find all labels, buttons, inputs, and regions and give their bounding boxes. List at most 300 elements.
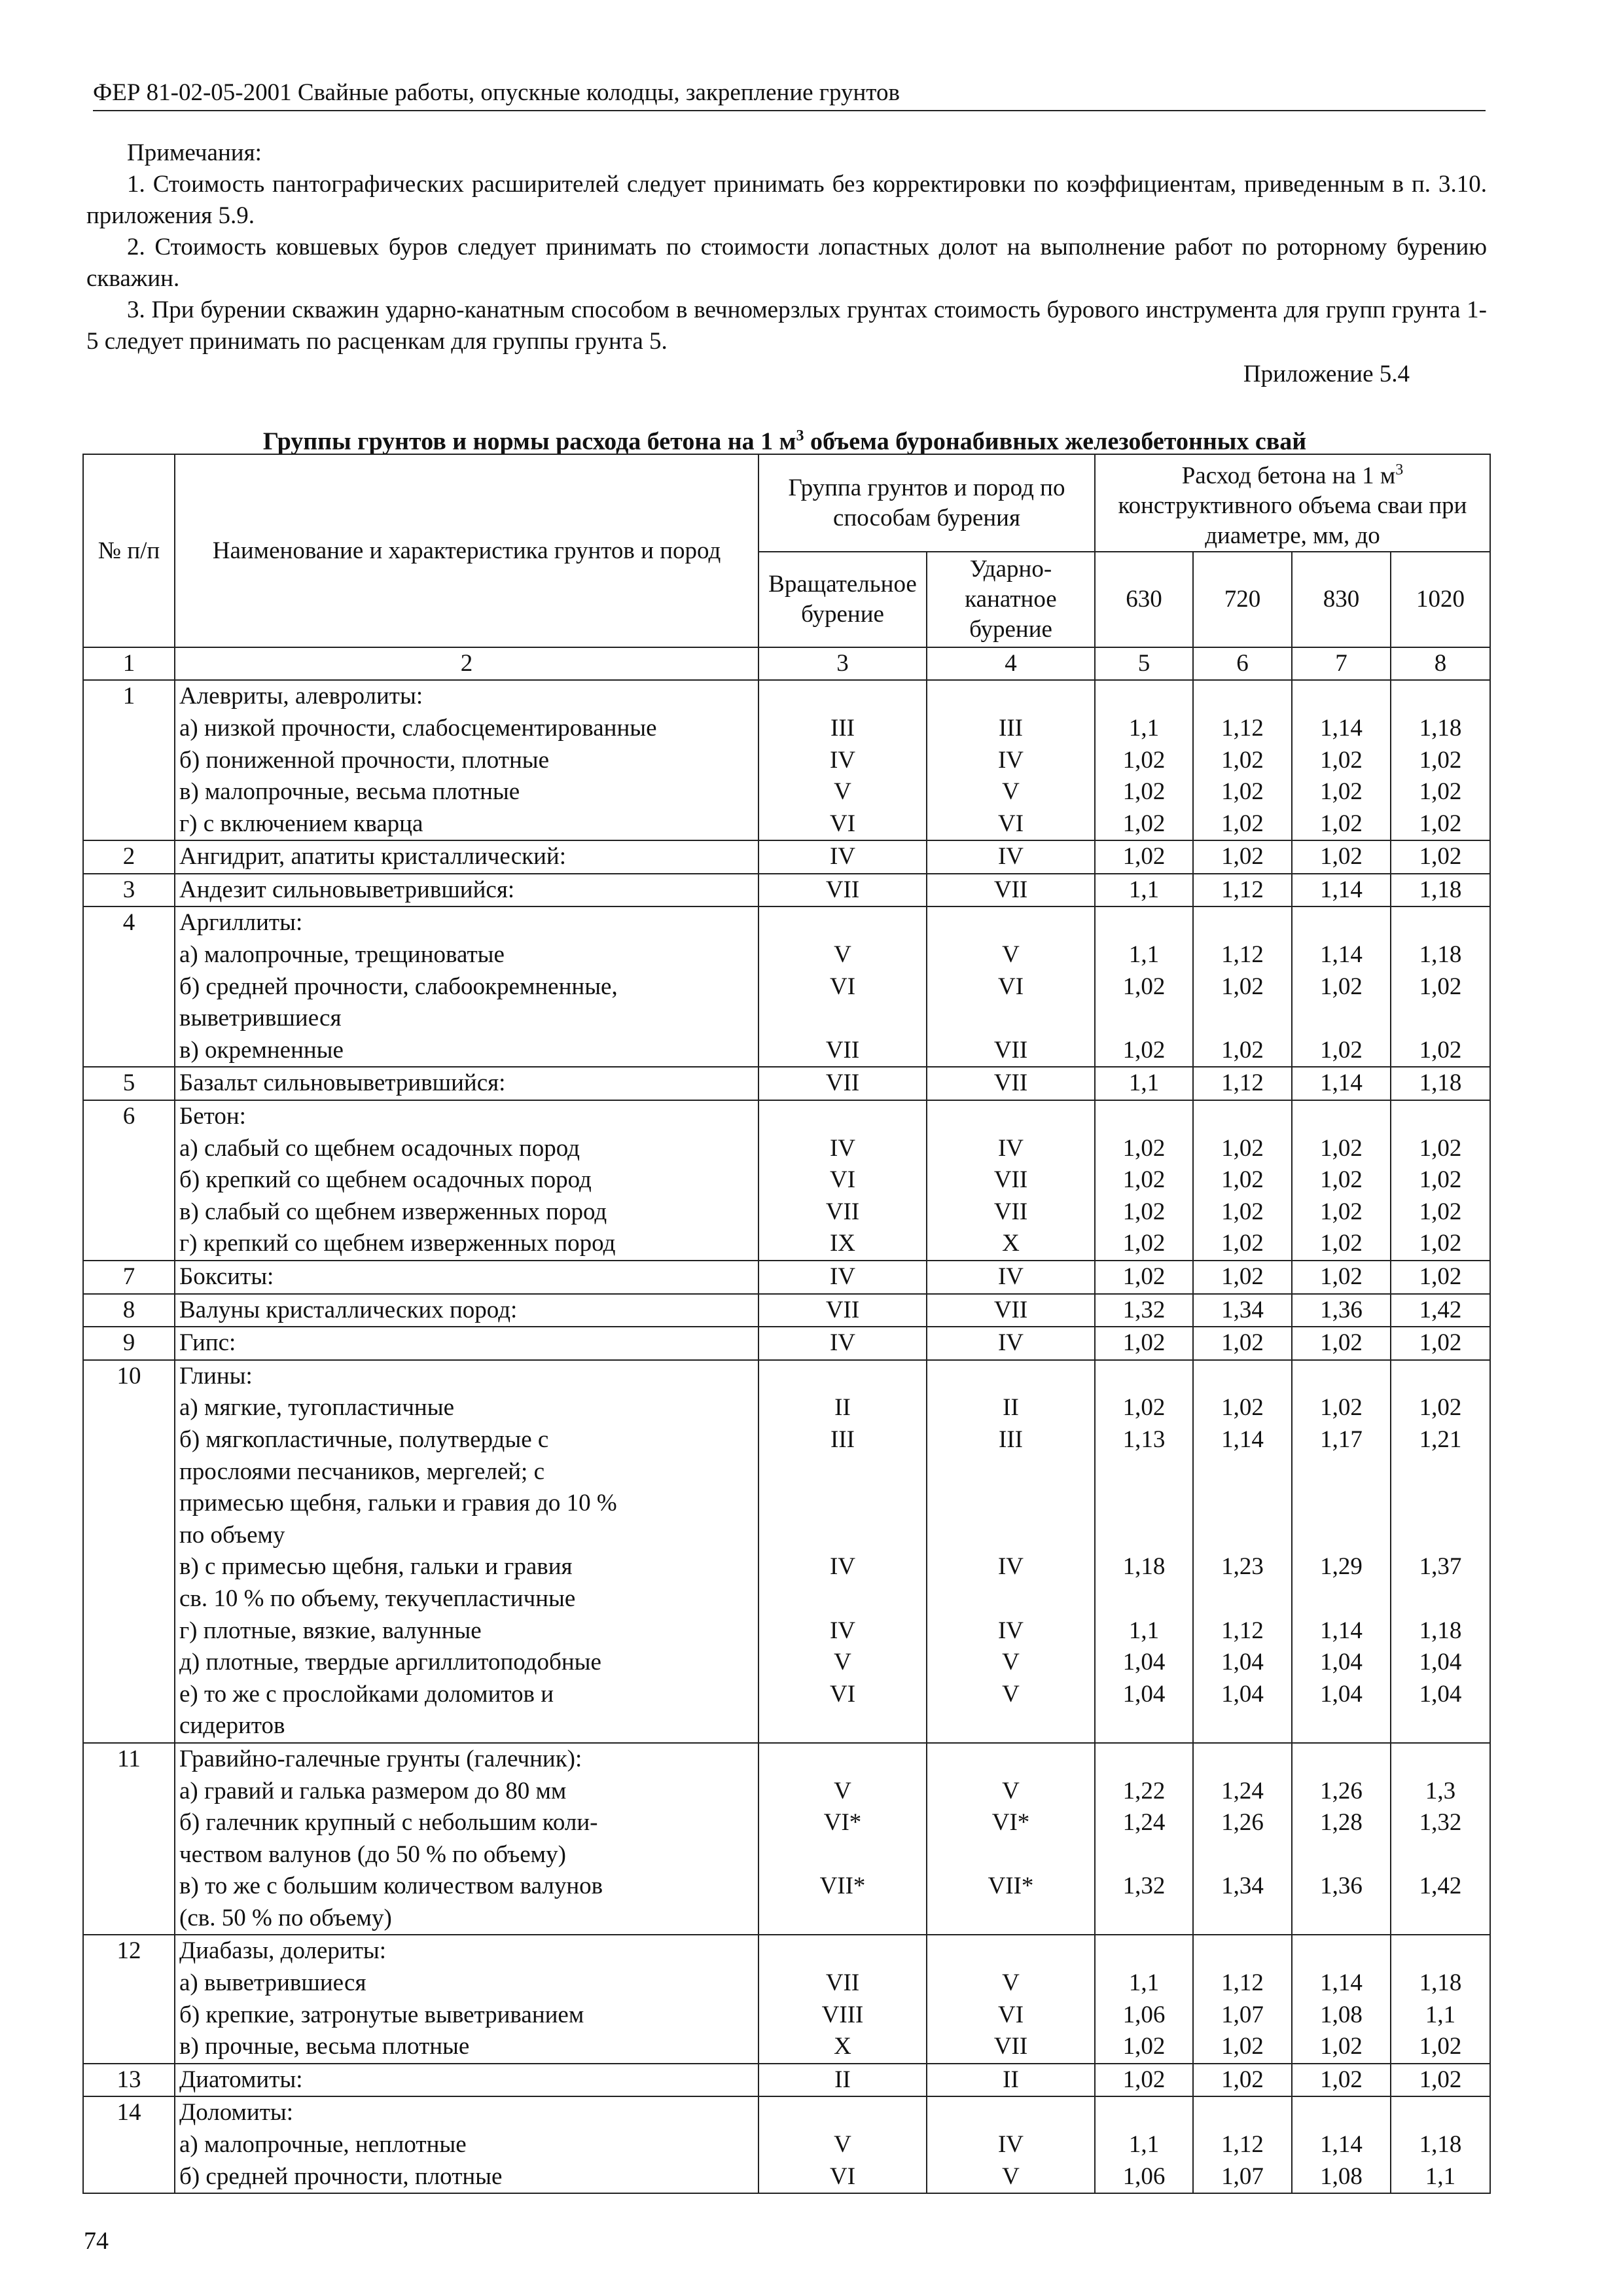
consumption-830: 1,02 [1320, 2066, 1363, 2093]
soil-name-line: д) плотные, твердые аргиллитоподобные [179, 1649, 601, 1676]
rotary-group-cell [758, 1294, 927, 1327]
rotary-group: IV [829, 746, 856, 774]
consumption-830: 1,02 [1320, 843, 1363, 870]
consumption-1020: 1,18 [1419, 876, 1462, 903]
consumption-1020: 1,18 [1419, 1617, 1462, 1644]
soil-name-line: по объему [179, 1521, 285, 1549]
consumption-1020-cell [1391, 1743, 1490, 1935]
consumption-1020 [1391, 1744, 1489, 1776]
rotary-group: V [834, 1777, 851, 1804]
soil-name-line: а) мягкие, тугопластичные [179, 1394, 455, 1422]
rotary-group-cell [758, 1067, 927, 1100]
consumption-1020 [1391, 1839, 1489, 1871]
consumption-630-cell [1095, 906, 1193, 1067]
consumption-830: 1,02 [1320, 2033, 1363, 2060]
soil-name-line: а) малопрочные, неплотные [179, 2131, 467, 2159]
consumption-630 [1096, 1583, 1192, 1615]
consumption-720 [1194, 1583, 1291, 1615]
consumption-830-cell [1292, 874, 1391, 907]
cable-group [927, 1456, 1094, 1488]
consumption-720 [1194, 1101, 1291, 1133]
consumption-630-cell [1095, 1935, 1193, 2063]
consumption-830-cell [1292, 906, 1391, 1067]
header-concrete-superscript: 3 [1395, 461, 1404, 478]
consumption-830: 1,36 [1320, 1296, 1363, 1323]
consumption-630 [1096, 1361, 1192, 1393]
soil-name-line: б) галечник крупный с небольшим коли- [179, 1809, 598, 1837]
column-number: 2 [175, 647, 758, 680]
consumption-630 [1096, 1520, 1192, 1552]
table-title-superscript: 3 [796, 427, 804, 444]
cable-group-cell [927, 1360, 1095, 1743]
consumption-830: 1,17 [1320, 1426, 1363, 1453]
cable-group [927, 1935, 1094, 1967]
consumption-1020: 1,02 [1419, 1166, 1462, 1194]
row-number: 2 [83, 840, 175, 874]
consumption-830: 1,29 [1320, 1553, 1363, 1581]
consumption-630: 1,18 [1122, 1553, 1166, 1581]
cable-group-cell [927, 2064, 1095, 2097]
consumption-720: 1,02 [1221, 1394, 1264, 1422]
consumption-1020 [1391, 1903, 1489, 1935]
consumption-830 [1293, 907, 1390, 939]
consumption-630 [1096, 2097, 1192, 2129]
table-row [83, 840, 1490, 874]
consumption-630: 1,02 [1122, 1230, 1166, 1257]
soil-name-line-cell [175, 2064, 758, 2097]
soil-name-line: б) мягкопластичные, полутвердые с [179, 1426, 549, 1453]
soil-name-line: б) средней прочности, слабоокремненные, [179, 973, 618, 1000]
consumption-630: 1,02 [1122, 810, 1166, 837]
consumption-1020 [1391, 907, 1489, 939]
consumption-720-cell [1193, 2096, 1292, 2193]
rotary-group: VI [829, 810, 856, 837]
consumption-1020: 1,02 [1419, 2066, 1462, 2093]
note-item: 1. Стоимость пантографических расширителей следует принимать без корректировки по коэффициентам, приведенным в п. 3.10. приложения 5.9. [86, 171, 1487, 229]
consumption-1020-cell [1391, 1327, 1490, 1360]
cable-group: VII [993, 1069, 1028, 1097]
rotary-group: VI [829, 1166, 856, 1194]
consumption-1020-cell [1391, 1100, 1490, 1261]
consumption-830 [1293, 1903, 1390, 1935]
consumption-720: 1,07 [1221, 2001, 1264, 2028]
cable-group-cell [927, 2096, 1095, 2193]
rotary-group: IV [829, 1329, 856, 1357]
soil-name-line-cell [175, 1327, 758, 1360]
consumption-1020: 1,02 [1419, 2033, 1462, 2060]
rotary-group [759, 907, 926, 939]
rotary-group [759, 1488, 926, 1520]
consumption-720: 1,12 [1221, 2131, 1264, 2159]
cable-group: V [1002, 2162, 1020, 2190]
consumption-630-cell [1095, 1294, 1193, 1327]
rotary-group: VI [829, 2162, 856, 2190]
soil-name-line: б) пониженной прочности, плотные [179, 746, 550, 774]
consumption-830-cell [1292, 2096, 1391, 2193]
rotary-group [759, 1003, 926, 1035]
table-title-text-end: объема буронабивных железобетонных свай [804, 427, 1307, 456]
soil-name-line: г) плотные, вязкие, валунные [179, 1617, 482, 1644]
consumption-1020: 1,02 [1419, 973, 1462, 1000]
consumption-630: 1,32 [1122, 1296, 1166, 1323]
consumption-720 [1194, 1456, 1291, 1488]
consumption-720: 1,02 [1221, 843, 1264, 870]
soil-name-line: в) малопрочные, весьма плотные [179, 778, 520, 806]
consumption-720: 1,14 [1221, 1426, 1264, 1453]
soil-name-line: (св. 50 % по объему) [179, 1904, 392, 1931]
consumption-630-cell [1095, 1743, 1193, 1935]
rotary-group [759, 1361, 926, 1393]
consumption-830-cell [1292, 2064, 1391, 2097]
cable-group [927, 1710, 1094, 1742]
consumption-720 [1194, 681, 1291, 713]
consumption-720: 1,02 [1221, 1134, 1264, 1162]
cable-group-cell [927, 874, 1095, 907]
consumption-830-cell [1292, 1100, 1391, 1261]
rotary-group: X [834, 2033, 851, 2060]
row-number: 12 [83, 1935, 175, 2063]
cable-group [927, 681, 1094, 713]
consumption-630 [1096, 1839, 1192, 1871]
rotary-group [759, 1710, 926, 1742]
appendix-label: Приложение 5.4 [1243, 361, 1410, 387]
consumption-720: 1,12 [1221, 714, 1264, 742]
cable-group [927, 907, 1094, 939]
consumption-830: 1,36 [1320, 1873, 1363, 1900]
consumption-630 [1096, 1488, 1192, 1520]
consumption-830-cell [1292, 1261, 1391, 1294]
cable-group [927, 1583, 1094, 1615]
soil-name-line-cell [175, 680, 758, 840]
consumption-720-cell [1193, 680, 1292, 840]
row-number: 6 [83, 1100, 175, 1261]
consumption-720: 1,07 [1221, 2162, 1264, 2190]
rotary-group: IV [829, 843, 856, 870]
rotary-group [759, 1935, 926, 1967]
rotary-group: IV [829, 1617, 856, 1644]
consumption-720 [1194, 1520, 1291, 1552]
soil-name-line: примесью щебня, гальки и гравия до 10 % [179, 1490, 617, 1517]
consumption-630 [1096, 1003, 1192, 1035]
soil-name-line: а) выветрившиеся [179, 1969, 366, 1997]
consumption-1020 [1391, 1003, 1489, 1035]
table-row [83, 2064, 1490, 2097]
consumption-830 [1293, 1935, 1390, 1967]
consumption-720: 1,12 [1221, 1069, 1264, 1097]
consumption-720-cell [1193, 1100, 1292, 1261]
soil-name-line-cell [175, 2096, 758, 2193]
consumption-830: 1,02 [1320, 810, 1363, 837]
row-number: 8 [83, 1294, 175, 1327]
consumption-1020: 1,32 [1419, 1809, 1462, 1837]
consumption-1020 [1391, 1520, 1489, 1552]
consumption-1020 [1391, 1456, 1489, 1488]
rotary-group: IX [829, 1230, 856, 1257]
soil-name-line-cell [175, 840, 758, 874]
consumption-830 [1293, 1361, 1390, 1393]
consumption-630: 1,02 [1122, 2033, 1166, 2060]
consumption-720-cell [1193, 906, 1292, 1067]
soil-name-line: Алевриты, алевролиты: [179, 683, 423, 710]
consumption-630: 1,02 [1122, 778, 1166, 806]
header-num: № п/п [83, 454, 175, 647]
consumption-830-cell [1292, 1294, 1391, 1327]
consumption-1020: 1,42 [1419, 1873, 1462, 1900]
table-title-text: Группы грунтов и нормы расхода бетона на 1 м [262, 427, 796, 456]
rotary-group-cell [758, 2064, 927, 2097]
header-d630: 630 [1095, 552, 1193, 647]
rotary-group: VI* [823, 1809, 862, 1837]
table-row [83, 874, 1490, 907]
column-number-row [83, 647, 1490, 680]
consumption-630: 1,32 [1122, 1873, 1166, 1900]
cable-group: VI [997, 810, 1024, 837]
cable-group-cell [927, 906, 1095, 1067]
running-header: ФЕР 81-02-05-2001 Свайные работы, опускные колодцы, закрепление грунтов [93, 77, 1486, 111]
consumption-830 [1293, 1456, 1390, 1488]
column-number: 1 [83, 647, 175, 680]
page-number: 74 [84, 2227, 109, 2255]
consumption-720: 1,02 [1221, 973, 1264, 1000]
consumption-830 [1293, 1710, 1390, 1742]
consumption-630: 1,1 [1128, 1069, 1160, 1097]
rotary-group: III [830, 1426, 855, 1453]
rotary-group: VI [829, 1680, 856, 1708]
soil-name-line: Валуны кристаллических пород: [179, 1296, 518, 1323]
consumption-720 [1194, 1935, 1291, 1967]
consumption-830: 1,02 [1320, 1230, 1363, 1257]
consumption-1020 [1391, 1101, 1489, 1133]
soil-name-line-cell [175, 1743, 758, 1935]
table-row [83, 1067, 1490, 1100]
consumption-720 [1194, 907, 1291, 939]
consumption-830: 1,02 [1320, 1134, 1363, 1162]
consumption-720-cell [1193, 1327, 1292, 1360]
cable-group-cell [927, 1100, 1095, 1261]
cable-group [927, 1520, 1094, 1552]
consumption-720 [1194, 1839, 1291, 1871]
cable-group [927, 2097, 1094, 2129]
consumption-630 [1096, 907, 1192, 939]
consumption-830: 1,14 [1320, 1617, 1363, 1644]
cable-group: IV [997, 746, 1024, 774]
soil-name-line: в) прочные, весьма плотные [179, 2033, 470, 2060]
soil-name-line: в) слабый со щебнем изверженных пород [179, 1198, 607, 1225]
rotary-group-cell [758, 840, 927, 874]
cable-group [927, 1101, 1094, 1133]
consumption-830 [1293, 681, 1390, 713]
consumption-1020-cell [1391, 1360, 1490, 1743]
consumption-1020: 1,02 [1419, 1263, 1462, 1291]
consumption-720 [1194, 1744, 1291, 1776]
consumption-1020: 1,3 [1425, 1777, 1456, 1804]
soil-name-line: г) крепкий со щебнем изверженных пород [179, 1230, 616, 1257]
consumption-830: 1,02 [1320, 1198, 1363, 1225]
consumption-720-cell [1193, 2064, 1292, 2097]
soil-name-line: Диабазы, долериты: [179, 1937, 387, 1965]
consumption-630: 1,04 [1122, 1680, 1166, 1708]
rotary-group: V [834, 2131, 851, 2159]
cable-group: IV [997, 1553, 1024, 1581]
cable-group: X [1002, 1230, 1020, 1257]
rotary-group: VII [825, 876, 860, 903]
cable-group-cell [927, 1743, 1095, 1935]
consumption-630 [1096, 1903, 1192, 1935]
consumption-630 [1096, 1935, 1192, 1967]
consumption-830-cell [1292, 1935, 1391, 2063]
consumption-830: 1,02 [1320, 778, 1363, 806]
consumption-630-cell [1095, 840, 1193, 874]
column-number: 5 [1095, 647, 1193, 680]
consumption-1020: 1,04 [1419, 1649, 1462, 1676]
consumption-630 [1096, 1710, 1192, 1742]
consumption-630: 1,02 [1122, 1329, 1166, 1357]
consumption-1020: 1,02 [1419, 1394, 1462, 1422]
row-number: 10 [83, 1360, 175, 1743]
column-number: 4 [927, 647, 1095, 680]
consumption-1020: 1,02 [1419, 1036, 1462, 1064]
soil-name-line: прослоями песчаников, мергелей; с [179, 1458, 544, 1485]
consumption-1020: 1,37 [1419, 1553, 1462, 1581]
note-item: 2. Стоимость ковшевых буров следует принимать по стоимости лопастных долот на выполнение работ по роторному бурению скважин. [86, 234, 1487, 292]
consumption-1020-cell [1391, 2064, 1490, 2097]
consumption-630: 1,13 [1122, 1426, 1166, 1453]
soil-name-line-cell [175, 1294, 758, 1327]
consumption-630-cell [1095, 680, 1193, 840]
consumption-720: 1,02 [1221, 2033, 1264, 2060]
cable-group [927, 1361, 1094, 1393]
cable-group: IV [997, 843, 1024, 870]
rotary-group-cell [758, 2096, 927, 2193]
soil-name-line: б) средней прочности, плотные [179, 2162, 503, 2190]
table-row [83, 1327, 1490, 1360]
consumption-630: 1,1 [1128, 941, 1160, 969]
rotary-group: VII [825, 1069, 860, 1097]
consumption-720-cell [1193, 874, 1292, 907]
consumption-830: 1,14 [1320, 876, 1363, 903]
rotary-group: VII [825, 1198, 860, 1225]
rotary-group: V [834, 778, 851, 806]
cable-group [927, 1903, 1094, 1935]
soil-name-line: а) слабый со щебнем осадочных пород [179, 1134, 580, 1162]
cable-group [927, 1488, 1094, 1520]
row-number: 4 [83, 906, 175, 1067]
consumption-1020: 1,02 [1419, 810, 1462, 837]
cable-group: VII* [988, 1873, 1034, 1900]
rotary-group [759, 681, 926, 713]
soil-name-line: сидеритов [179, 1712, 285, 1740]
row-number: 7 [83, 1261, 175, 1294]
row-number: 1 [83, 680, 175, 840]
consumption-1020-cell [1391, 1935, 1490, 2063]
consumption-720-cell [1193, 1261, 1292, 1294]
rotary-group-cell [758, 1261, 927, 1294]
cable-group [927, 1839, 1094, 1871]
soil-name-line: е) то же с прослойками доломитов и [179, 1680, 554, 1708]
rotary-group [759, 1456, 926, 1488]
soil-name-line-cell [175, 1360, 758, 1743]
table-row [83, 680, 1490, 840]
soil-name-line: в) с примесью щебня, гальки и гравия [179, 1553, 573, 1581]
consumption-1020 [1391, 1583, 1489, 1615]
cable-group: II [1003, 1394, 1019, 1422]
consumption-830: 1,04 [1320, 1680, 1363, 1708]
header-name: Наименование и характеристика грунтов и пород [175, 454, 758, 647]
cable-group: V [1002, 1649, 1020, 1676]
soil-name-line-cell [175, 1067, 758, 1100]
rotary-group-cell [758, 874, 927, 907]
consumption-630: 1,1 [1128, 1969, 1160, 1997]
cable-group: IV [997, 1617, 1024, 1644]
table-row [83, 1261, 1490, 1294]
consumption-1020-cell [1391, 1261, 1490, 1294]
soil-name-line: а) малопрочные, трещиноватые [179, 941, 505, 969]
consumption-630-cell [1095, 1261, 1193, 1294]
rotary-group: VI [829, 973, 856, 1000]
header-cable: Ударно-канатное бурение [927, 552, 1095, 647]
rotary-group: II [834, 1394, 851, 1422]
cable-group: IV [997, 1134, 1024, 1162]
consumption-630: 1,1 [1128, 1617, 1160, 1644]
row-number: 13 [83, 2064, 175, 2097]
soil-name-line: Диатомиты: [179, 2066, 303, 2093]
rotary-group-cell [758, 906, 927, 1067]
column-number: 3 [758, 647, 927, 680]
soil-name-line: г) с включением кварца [179, 810, 423, 837]
cable-group-cell [927, 1294, 1095, 1327]
consumption-720: 1,04 [1221, 1649, 1264, 1676]
consumption-630: 1,24 [1122, 1809, 1166, 1837]
consumption-830 [1293, 1839, 1390, 1871]
notes-block [86, 137, 1487, 357]
cable-group: VI [997, 973, 1024, 1000]
consumption-720-cell [1193, 1743, 1292, 1935]
cable-group: VII [993, 1296, 1028, 1323]
cable-group: IV [997, 1329, 1024, 1357]
soil-name-line: в) окремненные [179, 1036, 344, 1064]
table-row [83, 1100, 1490, 1261]
rotary-group: III [830, 714, 855, 742]
consumption-630: 1,02 [1122, 1036, 1166, 1064]
table-body [83, 680, 1490, 2193]
cable-group: V [1002, 1680, 1020, 1708]
consumption-1020: 1,02 [1419, 1329, 1462, 1357]
column-number: 7 [1292, 647, 1391, 680]
consumption-720: 1,02 [1221, 1329, 1264, 1357]
consumption-1020-cell [1391, 1294, 1490, 1327]
consumption-720: 1,24 [1221, 1777, 1264, 1804]
consumption-720 [1194, 1903, 1291, 1935]
consumption-1020: 1,04 [1419, 1680, 1462, 1708]
soil-name-line: Аргиллиты: [179, 909, 303, 937]
soil-name-line: Гипс: [179, 1329, 236, 1357]
rotary-group-cell [758, 1360, 927, 1743]
consumption-1020-cell [1391, 2096, 1490, 2193]
consumption-720: 1,12 [1221, 1617, 1264, 1644]
consumption-720: 1,02 [1221, 1166, 1264, 1194]
consumption-830-cell [1292, 680, 1391, 840]
soil-name-line-cell [175, 906, 758, 1067]
consumption-830: 1,08 [1320, 2162, 1363, 2190]
consumption-1020: 1,18 [1419, 1069, 1462, 1097]
rotary-group: VII [825, 1969, 860, 1997]
consumption-630: 1,02 [1122, 973, 1166, 1000]
soil-name-line-cell [175, 1261, 758, 1294]
consumption-720-cell [1193, 1067, 1292, 1100]
cable-group-cell [927, 1067, 1095, 1100]
consumption-830 [1293, 1003, 1390, 1035]
cable-group: VII [993, 1198, 1028, 1225]
